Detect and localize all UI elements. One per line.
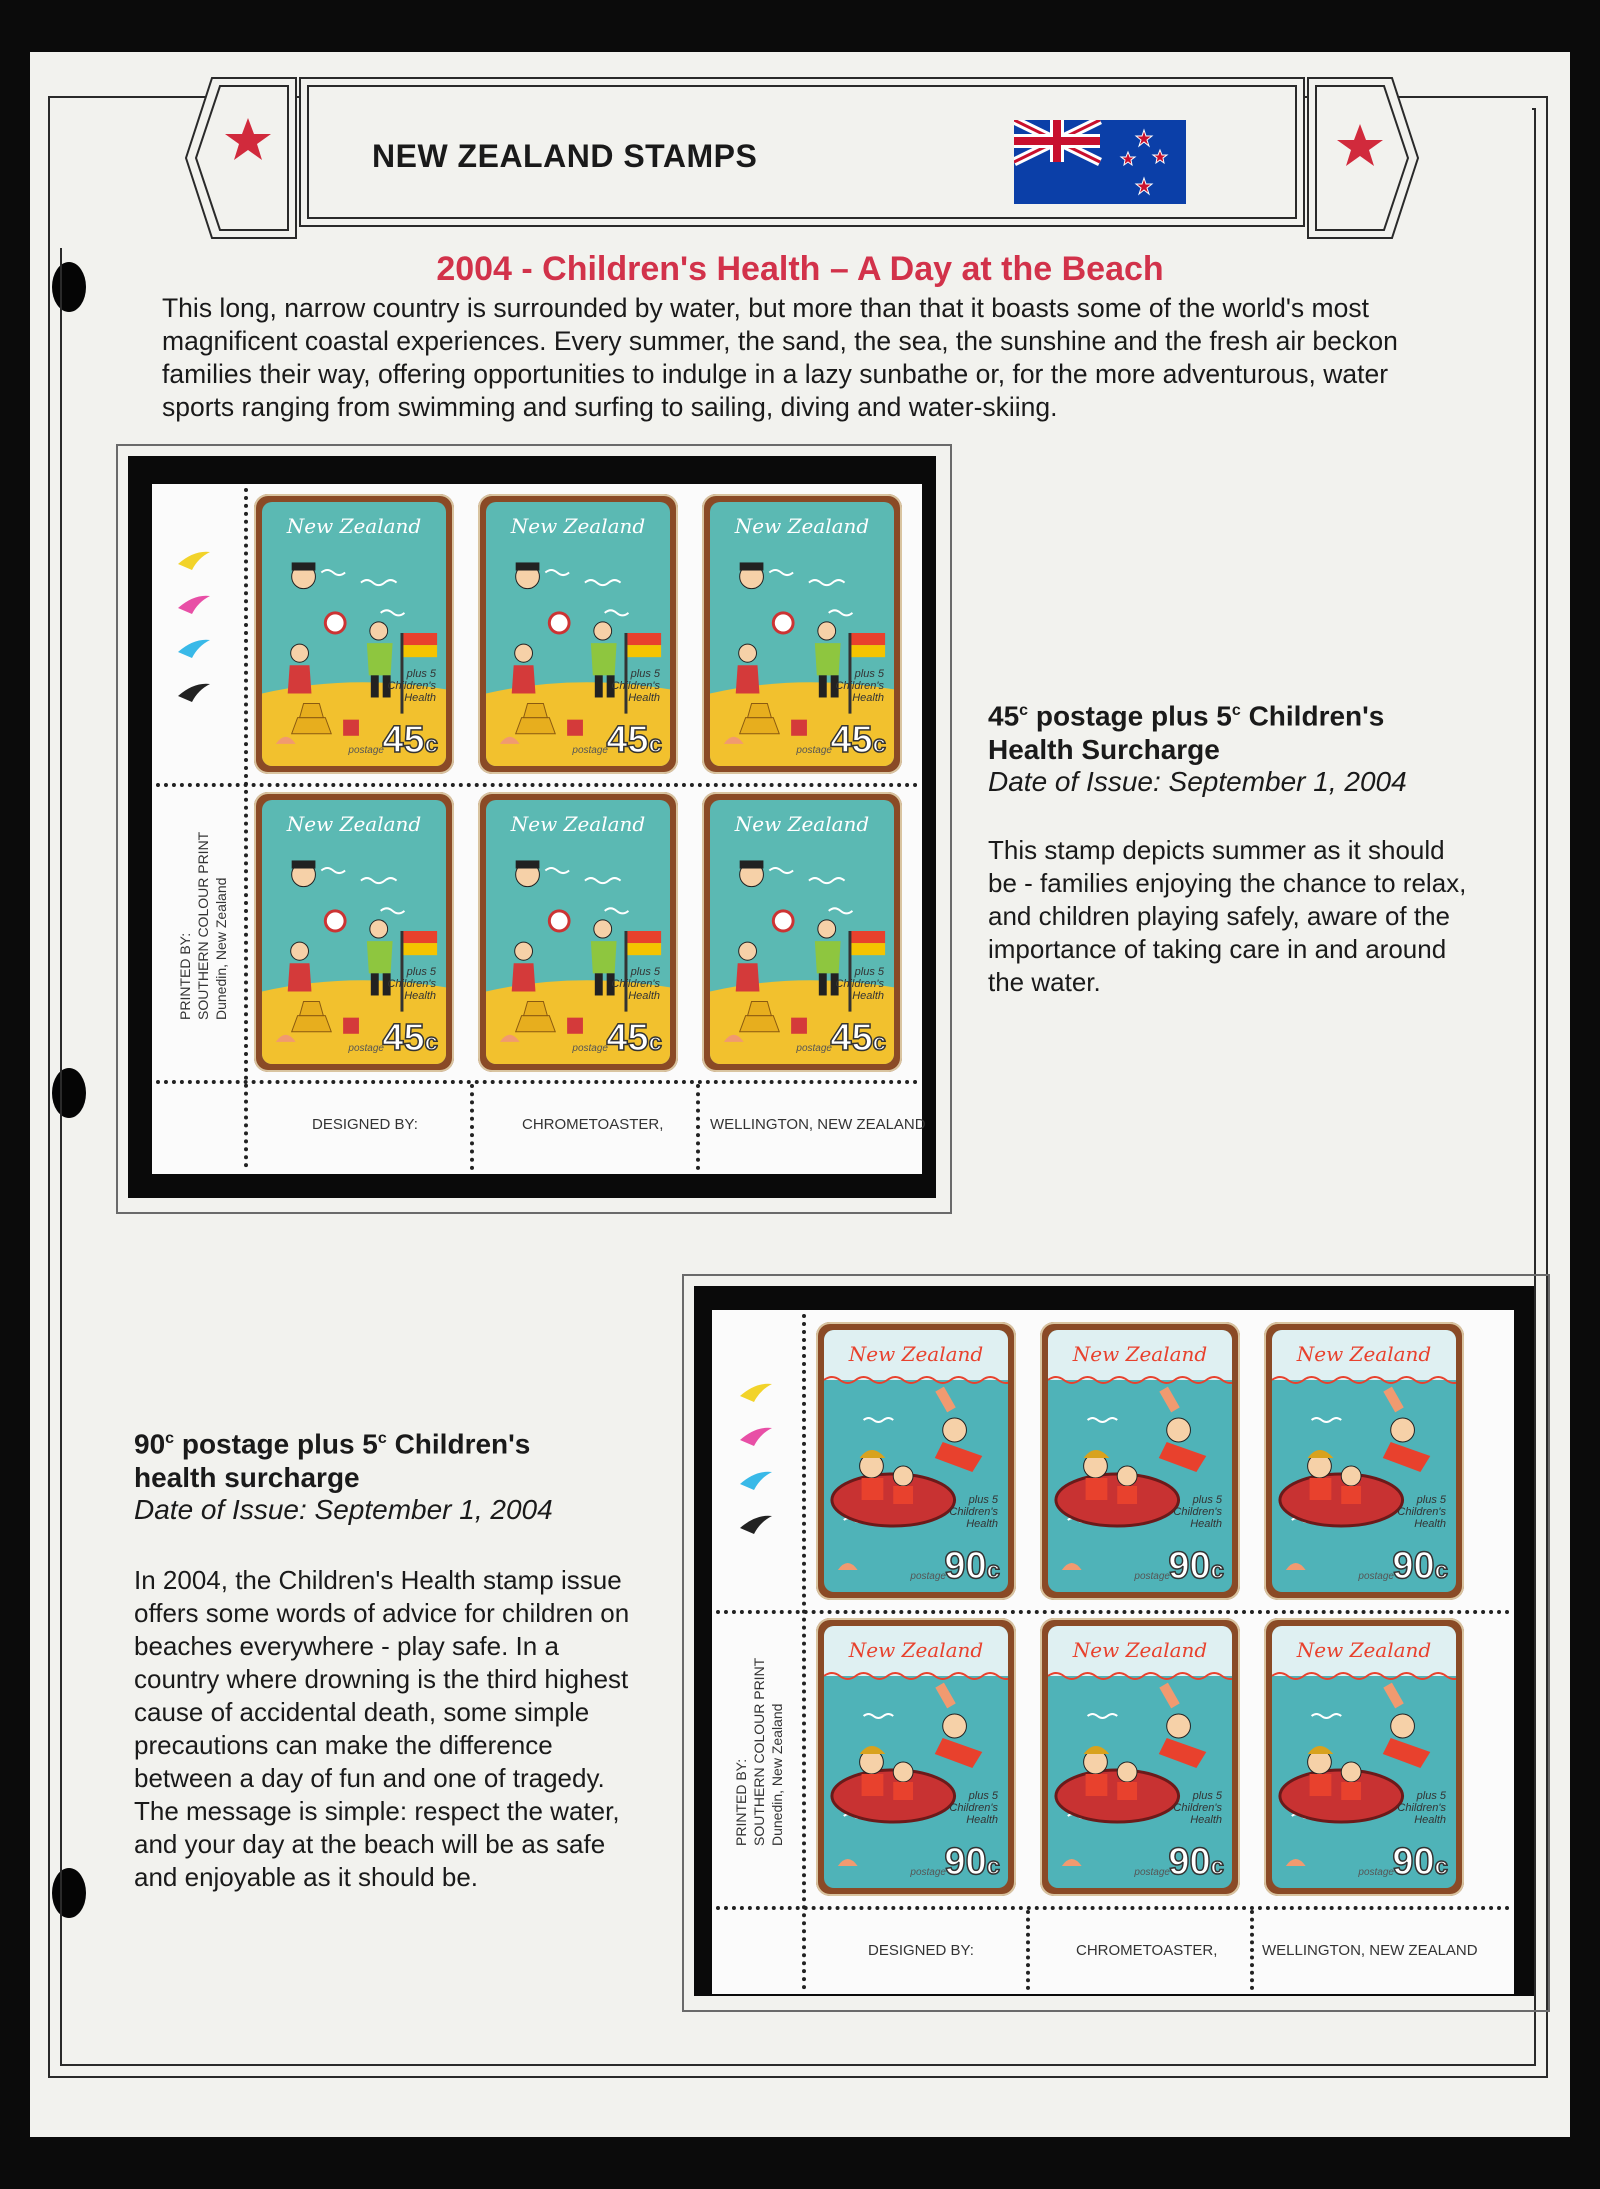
stamp-country-name: New Zealand — [1072, 1342, 1208, 1366]
perforation-line — [156, 783, 918, 787]
perforation-line — [1026, 1910, 1030, 1990]
stamp-90c — [1040, 1618, 1240, 1896]
stamp-surcharge-text: plus 5 Children's Health — [835, 966, 884, 1002]
stamp-country-name: New Zealand — [848, 1638, 984, 1662]
stamp-postage-text: postage — [572, 1043, 608, 1054]
stamp-postage-text: postage — [796, 745, 832, 756]
stamp-country-name: New Zealand — [510, 514, 646, 538]
stamp-postage-text: postage — [910, 1867, 946, 1878]
stamp-denomination: 90c — [944, 1545, 1000, 1587]
stamp-postage-text: postage — [348, 745, 384, 756]
stamp-90c — [1264, 1322, 1464, 1600]
fern-icon — [740, 1472, 772, 1490]
designer-credit: DESIGNED BY: — [312, 1116, 418, 1133]
stamp-country-name: New Zealand — [286, 514, 422, 538]
stamp-90c — [1264, 1618, 1464, 1896]
stamp-country-name: New Zealand — [1296, 1638, 1432, 1662]
issue-heading: 2004 - Children's Health – A Day at the Beach — [436, 250, 1164, 288]
fern-icon — [740, 1516, 772, 1534]
stamp-45c — [702, 792, 902, 1072]
stamp-90-date: Date of Issue: September 1, 2004 — [134, 1494, 553, 1525]
stamp-denomination: 45c — [830, 719, 886, 761]
perforation-line — [156, 1080, 918, 1084]
stamp-postage-text: postage — [572, 745, 608, 756]
stamp-90-title: 90$^c$ postage plus 5$^c$ Children's health surcharge — [134, 1428, 531, 1494]
designer-credit: DESIGNED BY: — [868, 1942, 974, 1959]
stamp-surcharge-text: plus 5 Children's Health — [1397, 1790, 1446, 1826]
stamp-90c — [816, 1322, 1016, 1600]
stamp-45c — [702, 494, 902, 774]
perforation-line — [1250, 1910, 1254, 1990]
stamp-denomination: 90c — [1392, 1841, 1448, 1883]
stamp-postage-text: postage — [796, 1043, 832, 1054]
stamp-90-description: In 2004, the Children's Health stamp issue offers some words of advice for children on beaches everywhere - play safe. In a country where drowning is the third highest cause of accidental death, some simple precautions can make the difference between a day of fun and one of tragedy. The message is simple: respect the water, and your day at the beach will be as safe and enjoyable as it should be. — [134, 1565, 630, 1892]
stamp-surcharge-text: plus 5 Children's Health — [835, 668, 884, 704]
stamp-country-name: New Zealand — [1072, 1638, 1208, 1662]
fern-icon — [178, 552, 210, 570]
stamp-surcharge-text: plus 5 Children's Health — [949, 1494, 998, 1530]
stamp-denomination: 90c — [1392, 1545, 1448, 1587]
header-banner — [0, 0, 1600, 260]
designer-credit: WELLINGTON, NEW ZEALAND — [1262, 1942, 1478, 1959]
stamp-denomination: 45c — [606, 719, 662, 761]
printer-credit: PRINTED BY: SOUTHERN COLOUR PRINT Dunedin, New Zealand — [177, 831, 229, 1020]
perforation-line — [716, 1610, 1510, 1614]
stamp-surcharge-text: plus 5 Children's Health — [1173, 1790, 1222, 1826]
designer-credit: CHROMETOASTER, — [522, 1116, 664, 1133]
stamp-90c — [1040, 1322, 1240, 1600]
stamp-surcharge-text: plus 5 Children's Health — [387, 668, 436, 704]
fern-icon — [178, 596, 210, 614]
perforation-line — [244, 488, 248, 1168]
page-title: NEW ZEALAND STAMPS — [372, 138, 758, 174]
perforation-line — [696, 1084, 700, 1170]
fern-icon — [740, 1428, 772, 1446]
designer-credit: CHROMETOASTER, — [1076, 1942, 1218, 1959]
stamp-postage-text: postage — [348, 1043, 384, 1054]
stamp-postage-text: postage — [1134, 1571, 1170, 1582]
perforation-line — [470, 1084, 474, 1170]
stamp-45c — [478, 792, 678, 1072]
stamp-surcharge-text: plus 5 Children's Health — [387, 966, 436, 1002]
stamp-90c — [816, 1618, 1016, 1896]
colour-fern-markers — [176, 548, 216, 718]
perforation-line — [802, 1314, 806, 1990]
printer-credit: PRINTED BY: SOUTHERN COLOUR PRINT Dunedin, New Zealand — [733, 1657, 785, 1846]
stamp-45c — [254, 494, 454, 774]
designer-credit: WELLINGTON, NEW ZEALAND — [710, 1116, 926, 1133]
fern-icon — [178, 640, 210, 658]
stamp-postage-text: postage — [1358, 1571, 1394, 1582]
new-zealand-flag-icon — [1014, 120, 1186, 204]
stamp-country-name: New Zealand — [1296, 1342, 1432, 1366]
stamp-country-name: New Zealand — [848, 1342, 984, 1366]
stamp-surcharge-text: plus 5 Children's Health — [611, 966, 660, 1002]
perforation-line — [716, 1906, 1510, 1910]
stamp-denomination: 45c — [382, 719, 438, 761]
colour-fern-markers — [738, 1380, 778, 1550]
stamp-45-description: This stamp depicts summer as it should be - families enjoying the chance to relax, and children playing safely, aware of the importance of taking care in and around the water. — [988, 835, 1467, 997]
stamp-45c — [478, 494, 678, 774]
stamp-postage-text: postage — [1134, 1867, 1170, 1878]
stamp-denomination: 90c — [1168, 1545, 1224, 1587]
stamp-denomination: 45c — [606, 1017, 662, 1059]
stamp-denomination: 45c — [830, 1017, 886, 1059]
stamp-country-name: New Zealand — [286, 812, 422, 836]
stamp-denomination: 90c — [944, 1841, 1000, 1883]
stamp-surcharge-text: plus 5 Children's Health — [1397, 1494, 1446, 1530]
stamp-surcharge-text: plus 5 Children's Health — [611, 668, 660, 704]
stamp-denomination: 90c — [1168, 1841, 1224, 1883]
stamp-country-name: New Zealand — [734, 812, 870, 836]
stamp-surcharge-text: plus 5 Children's Health — [949, 1790, 998, 1826]
fern-icon — [740, 1384, 772, 1402]
stamp-denomination: 45c — [382, 1017, 438, 1059]
stamp-45c — [254, 792, 454, 1072]
stamp-45-date: Date of Issue: September 1, 2004 — [988, 766, 1407, 797]
intro-paragraph: This long, narrow country is surrounded by water, but more than that it boasts some of the world's most magnificent coastal experiences. Every summer, the sand, the sea, the sunshine and the fresh air beckon families their way, offering opportunities to indulge in a lazy sunbathe or, for the more adventurous, water sports ranging from swimming and surfing to sailing, diving and water-skiing. — [162, 293, 1398, 422]
stamp-postage-text: postage — [1358, 1867, 1394, 1878]
stamp-45-title: 45$^c$ postage plus 5$^c$ Children's Health Surcharge — [988, 700, 1385, 766]
stamp-country-name: New Zealand — [510, 812, 646, 836]
stamp-surcharge-text: plus 5 Children's Health — [1173, 1494, 1222, 1530]
fern-icon — [178, 684, 210, 702]
stamp-country-name: New Zealand — [734, 514, 870, 538]
stamp-postage-text: postage — [910, 1571, 946, 1582]
